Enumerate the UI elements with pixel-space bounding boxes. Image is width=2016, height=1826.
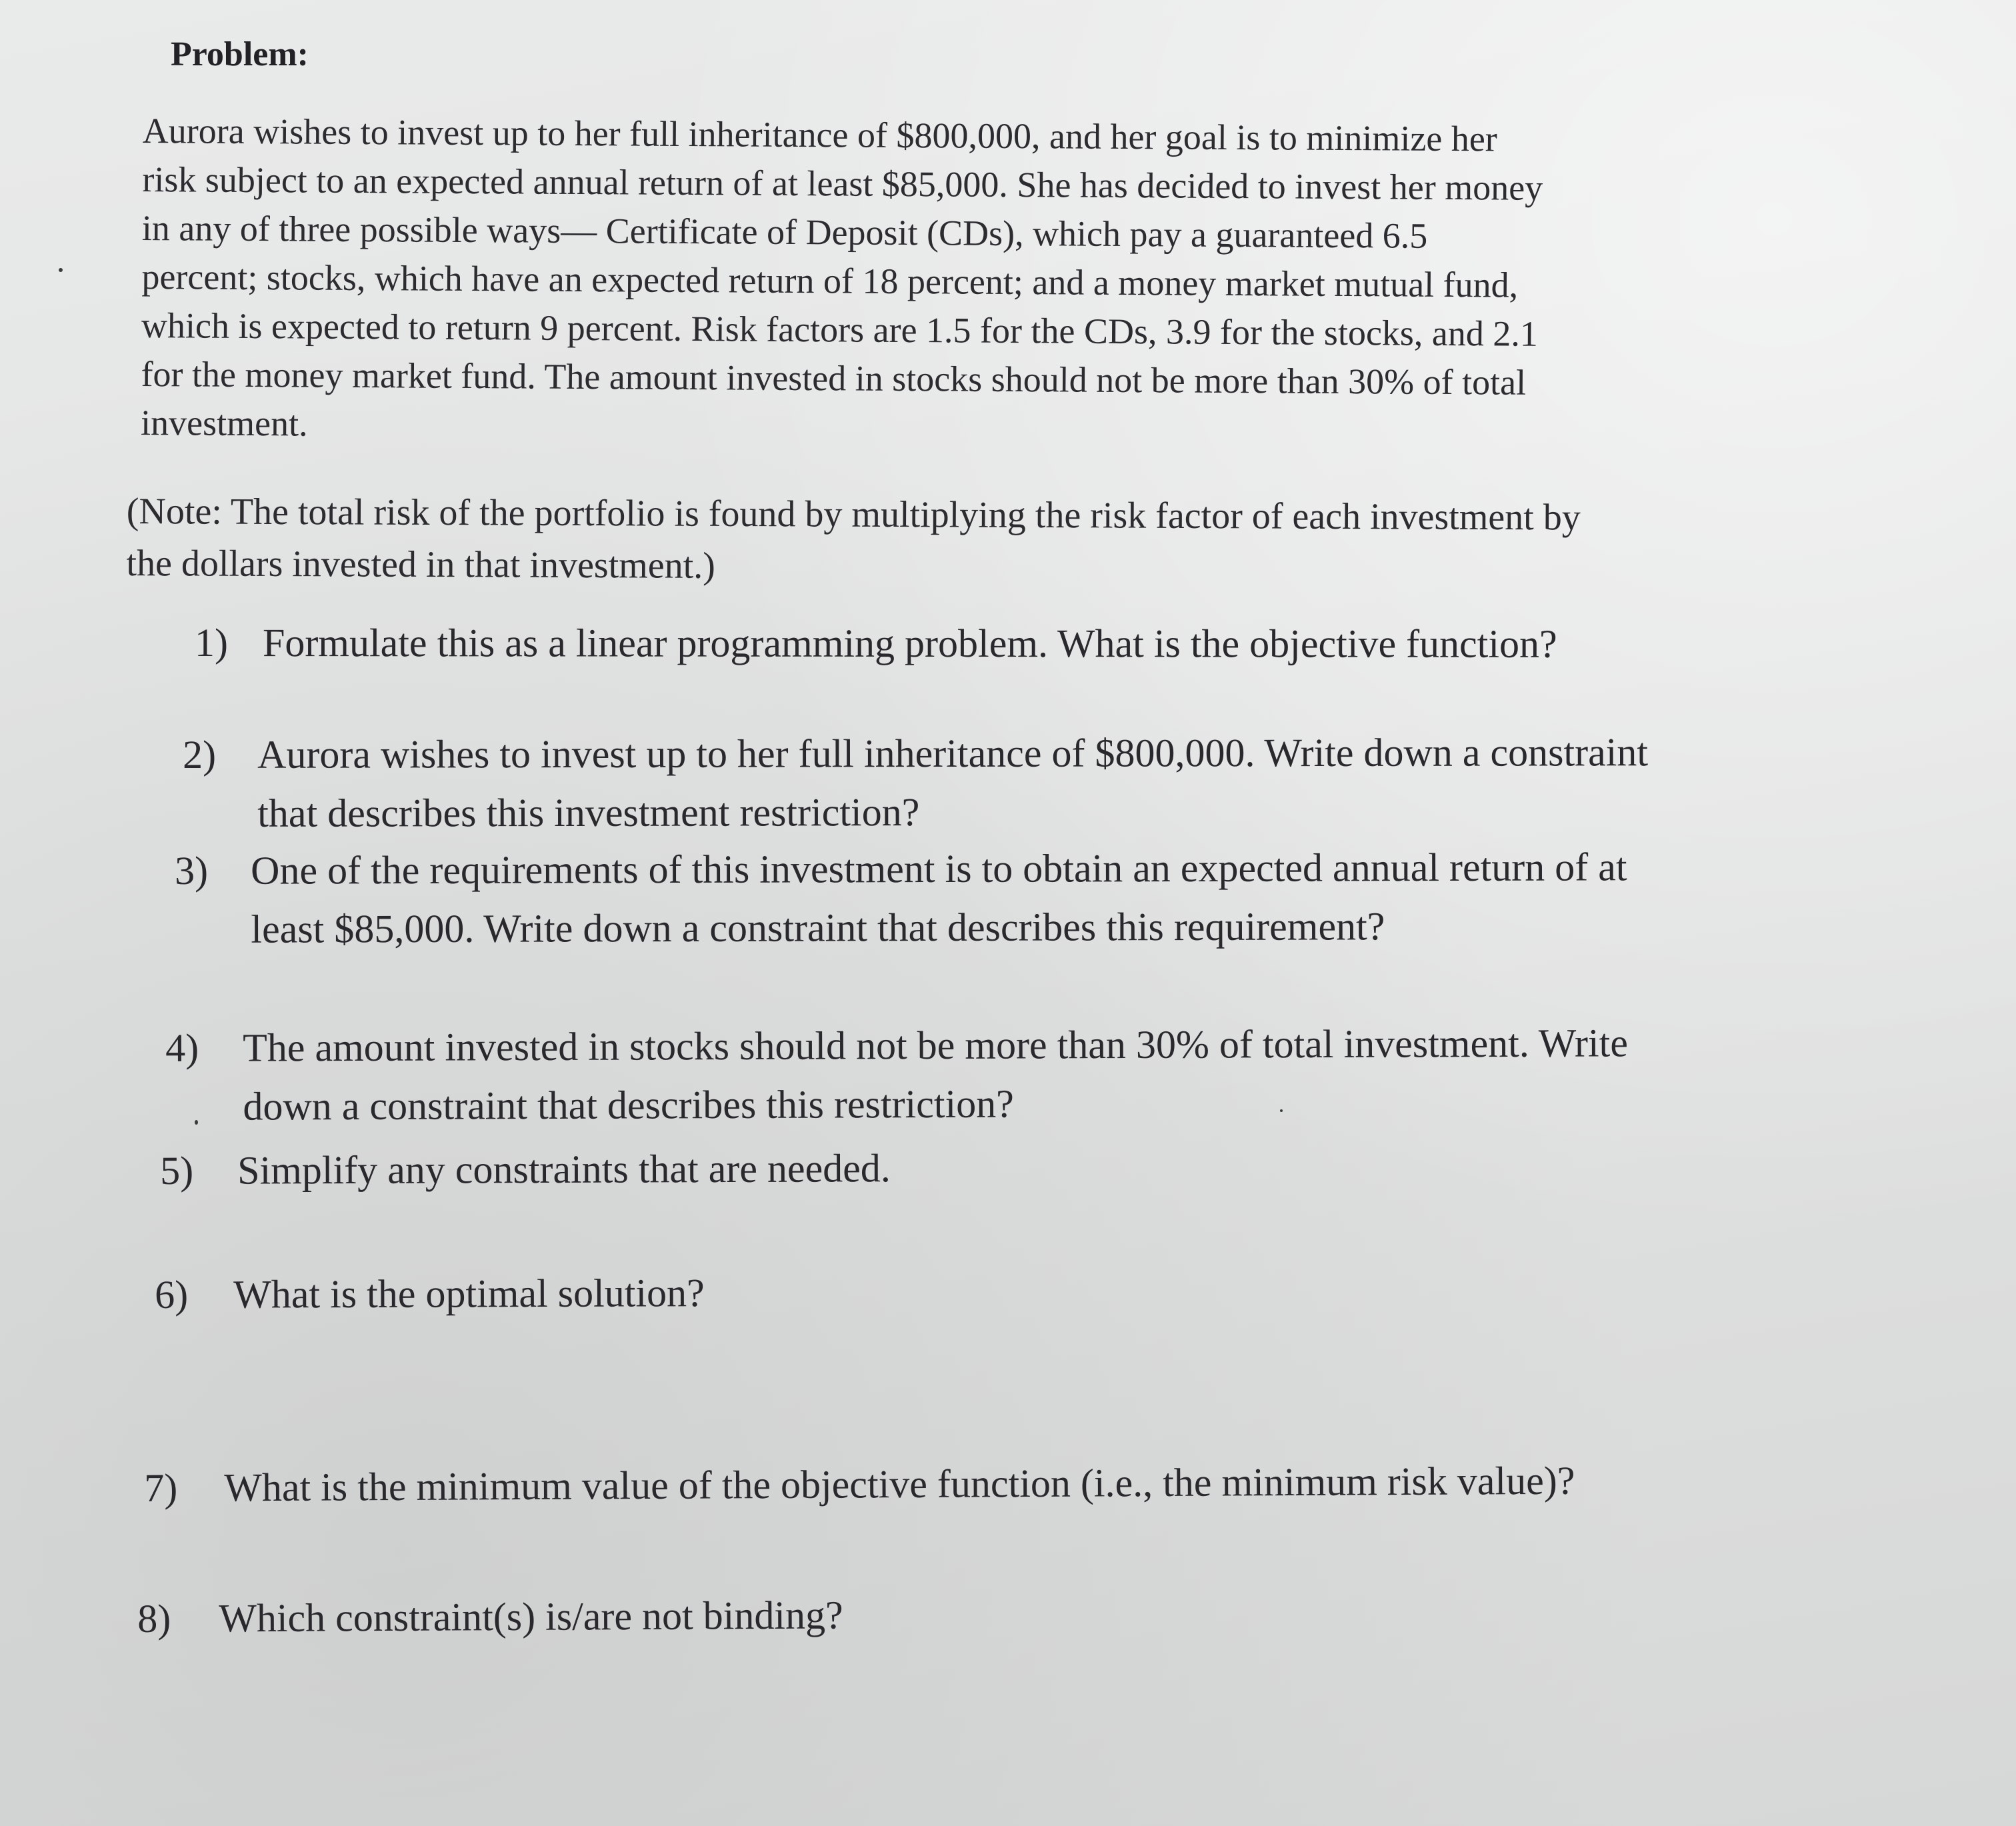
- question-text: [237, 1139, 891, 1199]
- question-number: 8): [137, 1596, 171, 1641]
- question-number: 3): [175, 848, 209, 893]
- question-text: [219, 1585, 843, 1647]
- question-number: 7): [144, 1465, 178, 1510]
- question-line: least $85,000. Write down a constraint that describes this requirement?: [251, 904, 1385, 951]
- problem-heading: Problem:: [171, 35, 309, 73]
- question-text: [233, 1263, 705, 1323]
- question-text: [263, 613, 1557, 673]
- problem-line: percent; stocks, which have an expected return of 18 percent; and a money market mutual fund,: [141, 256, 1519, 305]
- question-number: 5): [160, 1148, 194, 1193]
- question-line: Formulate this as a linear programming problem. What is the objective function?: [262, 621, 1557, 666]
- paper-speck: [195, 1120, 198, 1125]
- question-line: Aurora wishes to invest up to her full inheritance of $800,000. Write down a constraint: [257, 730, 1649, 777]
- problem-line: for the money market fund. The amount invested in stocks should not be more than 30% of total: [141, 353, 1527, 403]
- question-line: Simplify any constraints that are needed.: [237, 1146, 891, 1193]
- problem-statement: [141, 107, 1876, 458]
- question-number: 6): [155, 1272, 189, 1317]
- question-text: [257, 723, 1648, 843]
- question-number: 1): [194, 621, 228, 665]
- paper-speck: [1280, 1109, 1283, 1112]
- question-line: What is the minimum value of the objective function (i.e., the minimum risk value)?: [224, 1458, 1575, 1510]
- question-line: One of the requirements of this investment is to obtain an expected annual return of at: [251, 845, 1627, 893]
- risk-note: [126, 485, 1927, 597]
- question-line: that describes this investment restriction?: [257, 790, 920, 835]
- question-line: Which constraint(s) is/are not binding?: [219, 1593, 843, 1641]
- problem-line: Aurora wishes to invest up to her full inheritance of $800,000, and her goal is to minimize her: [142, 110, 1497, 159]
- question-line: down a constraint that describes this restriction?: [243, 1081, 1014, 1129]
- paper-speck: [59, 268, 63, 272]
- question-text: [243, 1013, 1628, 1135]
- problem-line: investment.: [140, 402, 308, 444]
- question-text: [251, 837, 1627, 958]
- question-number: 4): [165, 1025, 199, 1070]
- problem-line: which is expected to return 9 percent. Risk factors are 1.5 for the CDs, 3.9 for the stocks, and 2.1: [141, 305, 1539, 354]
- question-line: The amount invested in stocks should not be more than 30% of total investment. Write: [243, 1021, 1629, 1070]
- note-line: the dollars invested in that investment.): [126, 542, 715, 587]
- question-number: 2): [183, 732, 217, 777]
- question-line: What is the optimal solution?: [233, 1271, 705, 1317]
- problem-line: in any of three possible ways— Certificate of Deposit (CDs), which pay a guaranteed 6.5: [141, 207, 1428, 256]
- question-text: [224, 1451, 1575, 1517]
- note-line: (Note: The total risk of the portfolio is found by multiplying the risk factor of each investment by: [126, 490, 1581, 539]
- problem-line: risk subject to an expected annual return of at least $85,000. She has decided to invest her money: [142, 159, 1543, 208]
